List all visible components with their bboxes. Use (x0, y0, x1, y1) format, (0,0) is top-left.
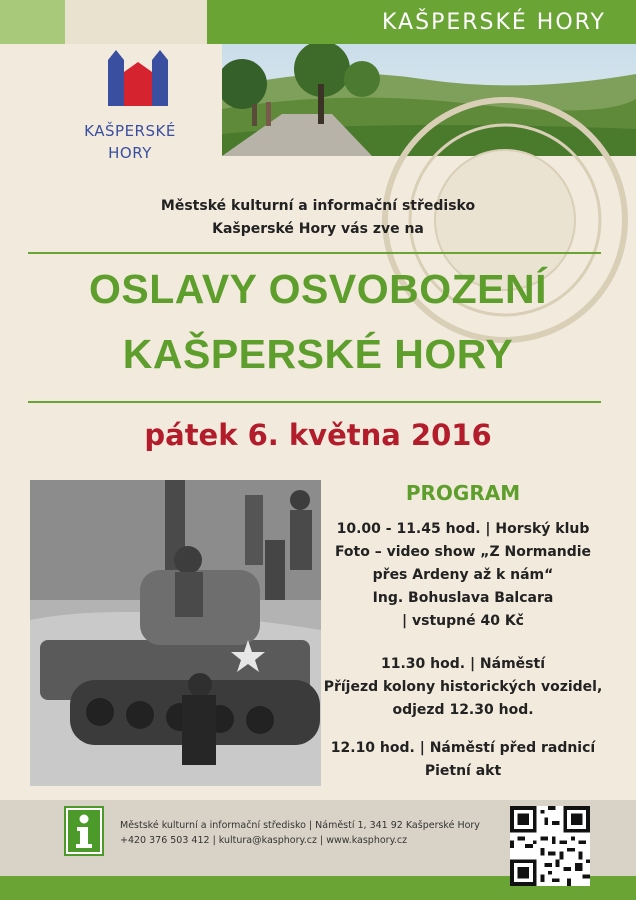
banner-block-green (207, 0, 636, 44)
logo-text-line1: KAŠPERSKÉ (84, 122, 176, 140)
event-1-time: 10.00 - 11.45 hod. | Horský klub (336, 521, 590, 537)
qr-code-icon (510, 806, 590, 886)
intro-line-1: Městské kulturní a informační středisko (160, 198, 476, 214)
intro-line-2: Kašperské Hory vás zve na (212, 221, 424, 237)
event-3-time: 12.10 hod. | Náměstí před radnicí (330, 740, 596, 756)
event-2-time: 11.30 hod. | Náměstí (380, 656, 545, 672)
headline-line-1: OSLAVY OSVOBOZENÍ (88, 266, 548, 312)
program-title: PROGRAM (405, 481, 521, 505)
info-icon (64, 806, 104, 856)
event-1-line-4: | vstupné 40 Kč (402, 613, 524, 629)
headline-line-2: KAŠPERSKÉ HORY (122, 331, 514, 377)
tank-photo (30, 480, 321, 786)
event-1-line-1: Foto – video show „Z Normandie (334, 544, 592, 560)
program-event-1 (320, 518, 606, 633)
logo-text (70, 120, 190, 164)
divider-bottom (28, 401, 601, 403)
banner-block-beige (65, 0, 207, 44)
program-event-2 (320, 653, 606, 722)
event-1-line-2: přes Ardeny až k nám“ (372, 567, 554, 583)
footer-contact: +420 376 503 412 | kultura@kasphory.cz | www.kasphory.cz (120, 835, 408, 846)
event-2-line-2: odjezd 12.30 hod. (392, 702, 534, 718)
event-date: pátek 6. května 2016 (144, 418, 492, 452)
banner-title: KAŠPERSKÉ HORY (382, 9, 606, 35)
event-1-line-3: Ing. Bohuslava Balcara (372, 590, 554, 606)
event-3-line-1: Pietní akt (424, 763, 502, 779)
logo-text-line2: HORY (108, 144, 152, 162)
program-event-3 (320, 737, 606, 783)
event-2-line-1: Příjezd kolony historických vozidel, (323, 679, 603, 695)
divider-top (28, 252, 601, 254)
town-logo-icon (98, 50, 178, 110)
banner-block-light-green (0, 0, 65, 44)
footer-address: Městské kulturní a informační středisko | Náměstí 1, 341 92 Kašperské Hory (120, 820, 480, 831)
top-banner (0, 0, 636, 44)
